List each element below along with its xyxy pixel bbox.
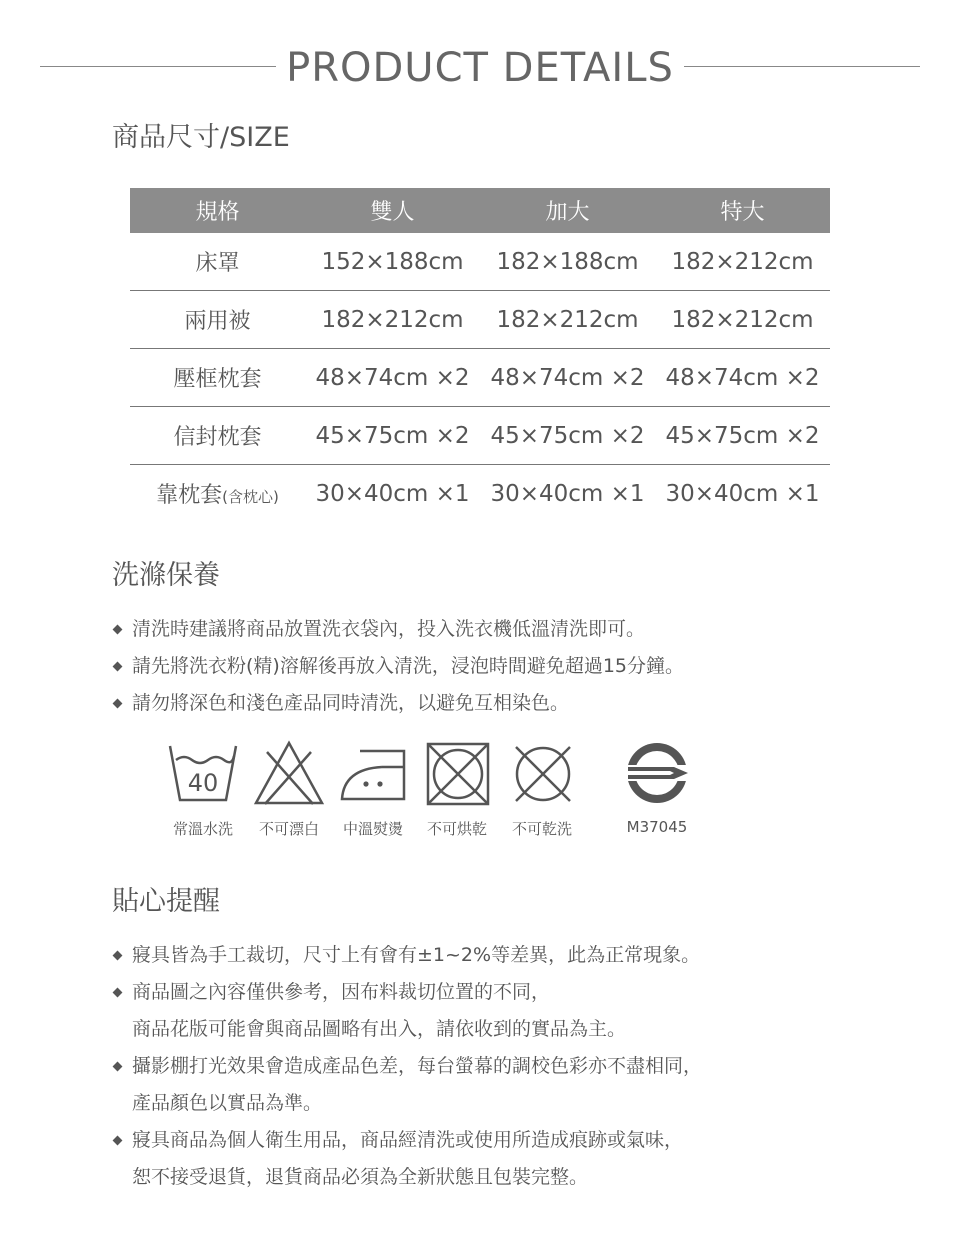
size-cell: 48×74cm ×2 [480, 349, 655, 407]
size-cell: 45×75cm ×2 [480, 407, 655, 465]
care-label-no-bleach: 不可漂白 [258, 820, 319, 838]
list-item-text: 請勿將深色和淺色產品同時清洗，以避免互相染色。 [132, 692, 570, 714]
list-item-text: 恕不接受退貨，退貨商品必須為全新狀態且包裝完整。 [132, 1166, 589, 1188]
list-item [112, 1048, 702, 1122]
diamond-bullet-icon [113, 988, 123, 998]
page-title: PRODUCT DETAILS [286, 45, 674, 91]
care-label-wash: 常溫水洗 [172, 820, 233, 838]
row-name-text: 信封枕套 [173, 425, 262, 450]
size-cell: 48×74cm ×2 [305, 349, 480, 407]
list-item-text: 請先將洗衣粉(精)溶解後再放入清洗，浸泡時間避免超過15分鐘。 [132, 655, 685, 677]
diamond-bullet-icon [113, 699, 123, 709]
size-table [130, 188, 830, 522]
header-rule-right [684, 66, 920, 67]
size-cell: 30×40cm ×1 [315, 480, 470, 507]
no-tumble-dry-icon [425, 741, 491, 807]
wash-temperature: 40 [187, 769, 219, 797]
wash-40-icon [168, 742, 238, 804]
care-label-no-dry-clean: 不可乾洗 [511, 820, 572, 838]
list-item [112, 937, 702, 974]
list-item [112, 1122, 702, 1196]
size-cell: 45×75cm ×2 [655, 407, 830, 465]
size-cell: 152×188cm [305, 233, 480, 291]
row-name [130, 349, 305, 407]
care-label-no-tumble-dry: 不可烘乾 [426, 820, 487, 838]
size-cell: 45×75cm ×2 [305, 407, 480, 465]
diamond-bullet-icon [113, 625, 123, 635]
column-header-spec: 規格 [130, 188, 305, 233]
row-name [130, 465, 305, 523]
notes-bullet-list [112, 937, 702, 1196]
list-item-text: 清洗時建議將商品放置洗衣袋內，投入洗衣機低溫清洗即可。 [132, 618, 646, 640]
row-name [130, 233, 305, 291]
table-row [130, 233, 830, 291]
care-label-iron: 中溫熨燙 [342, 820, 403, 838]
care-bullet-list [112, 611, 684, 722]
row-name-text: 壓框枕套 [173, 367, 262, 392]
no-dry-clean-icon [510, 741, 576, 807]
size-cell: 182×188cm [480, 233, 655, 291]
list-item [112, 611, 684, 648]
row-name-text: 靠枕套 [156, 483, 223, 508]
column-header-king: 特大 [655, 188, 830, 233]
row-name-text: 床罩 [195, 251, 240, 276]
size-cell: 182×212cm [480, 291, 655, 349]
table-row [130, 407, 830, 465]
size-cell: 30×40cm ×1 [665, 480, 820, 507]
no-bleach-icon [253, 740, 325, 806]
size-cell: 48×74cm ×2 [655, 349, 830, 407]
table-row [130, 291, 830, 349]
list-item [112, 685, 684, 722]
size-section-title: 商品尺寸/SIZE [112, 122, 290, 153]
diamond-bullet-icon [113, 1062, 123, 1072]
list-item-text: 寢具商品為個人衛生用品，商品經清洗或使用所造成痕跡或氣味， [132, 1129, 684, 1151]
size-cell: 182×212cm [655, 233, 830, 291]
column-header-queen: 加大 [480, 188, 655, 233]
list-item-text: 產品顏色以實品為準。 [132, 1092, 323, 1114]
table-row [130, 465, 830, 523]
list-item [112, 648, 684, 685]
diamond-bullet-icon [113, 662, 123, 672]
row-name [130, 291, 305, 349]
care-section-title: 洗滌保養 [112, 560, 220, 591]
size-table-header [130, 188, 830, 233]
diamond-bullet-icon [113, 1136, 123, 1146]
list-item-text: 商品花版可能會與商品圖略有出入，請依收到的實品為主。 [132, 1018, 627, 1040]
notes-section-title: 貼心提醒 [112, 886, 220, 917]
list-item-text: 攝影棚打光效果會造成產品色差，每台螢幕的調校色彩亦不盡相同， [132, 1055, 703, 1077]
row-name-note: (含枕心) [222, 488, 279, 506]
size-cell: 30×40cm ×1 [490, 480, 645, 507]
certification-mark-icon [624, 740, 690, 806]
diamond-bullet-icon [113, 951, 123, 961]
list-item-text: 寢具皆為手工裁切，尺寸上有會有±1~2%等差異，此為正常現象。 [132, 944, 701, 966]
table-row [130, 349, 830, 407]
size-cell: 182×212cm [655, 291, 830, 349]
size-cell: 182×212cm [305, 291, 480, 349]
row-name [130, 407, 305, 465]
certification-number: M37045 [626, 818, 688, 836]
list-item-text: 商品圖之內容僅供參考，因布料裁切位置的不同， [132, 981, 551, 1003]
row-name-text: 兩用被 [184, 309, 251, 334]
iron-medium-icon [338, 747, 410, 803]
list-item [112, 974, 702, 1048]
column-header-double: 雙人 [305, 188, 480, 233]
